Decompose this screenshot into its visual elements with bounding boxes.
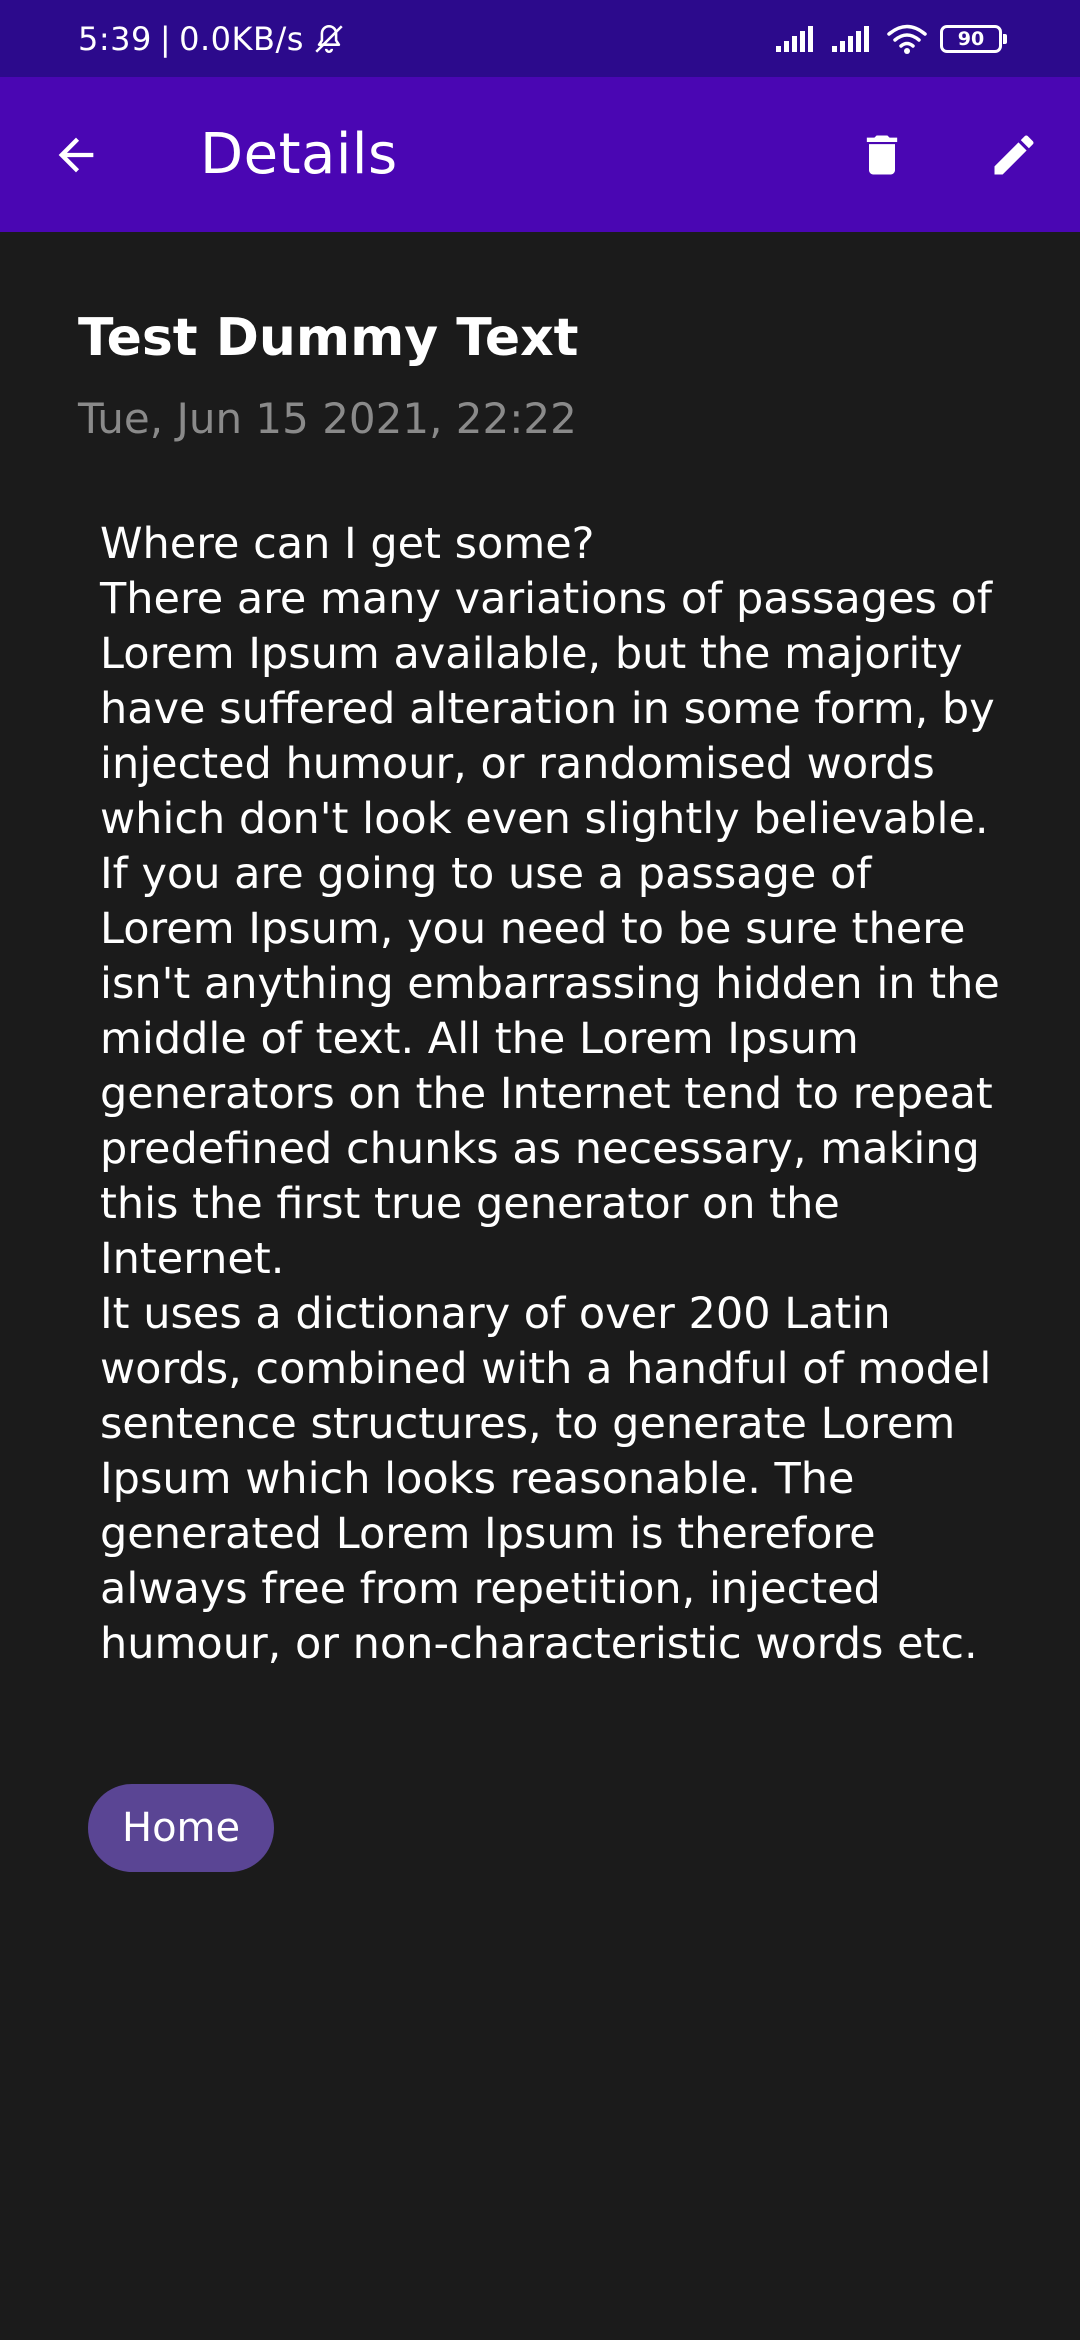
delete-icon: [856, 129, 908, 181]
delete-button[interactable]: [846, 119, 918, 191]
back-button[interactable]: [40, 119, 112, 191]
status-separator: |: [159, 19, 172, 58]
wifi-icon: [886, 23, 928, 55]
status-time: 5:39: [78, 19, 152, 58]
battery-icon: [940, 25, 1002, 53]
page-title: Details: [200, 122, 398, 187]
status-right: [774, 0, 1002, 77]
note-title: Test Dummy Text: [78, 308, 579, 368]
tag-chip-home[interactable]: [88, 1784, 274, 1872]
note-body: Where can I get some? There are many variations of passages of Lorem Ipsum available, but the majority have suffered alteration in some form, by injected humour, or randomised words which don't look even slightly believable. If you are going to use a passage of Lorem Ipsum, you need to be sure there isn't anything embarrassing hidden in the middle of text. All the Lorem Ipsum generators on the Internet tend to repeat predefined chunks as necessary, making this the first true generator on the Internet. It uses a dictionary of over 200 Latin words, combined with a handful of model sentence structures, to generate Lorem Ipsum which looks reasonable. The generated Lorem Ipsum is therefore always free from repetition, injected humour, or non-characteristic words etc.: [100, 519, 1000, 1669]
edit-icon: [988, 129, 1040, 181]
status-bar: [0, 0, 1080, 77]
network-speed: 0.0KB/s: [179, 19, 304, 58]
status-left: [78, 0, 346, 77]
app-bar: [0, 77, 1080, 232]
note-date: Tue, Jun 15 2021, 22:22: [78, 394, 577, 443]
bell-off-icon: [312, 22, 346, 56]
battery-level: 90: [957, 27, 985, 50]
arrow-back-icon: [50, 129, 102, 181]
edit-button[interactable]: [978, 119, 1050, 191]
signal-icon: [830, 24, 874, 54]
signal-icon: [774, 24, 818, 54]
tag-label: Home: [122, 1805, 241, 1851]
